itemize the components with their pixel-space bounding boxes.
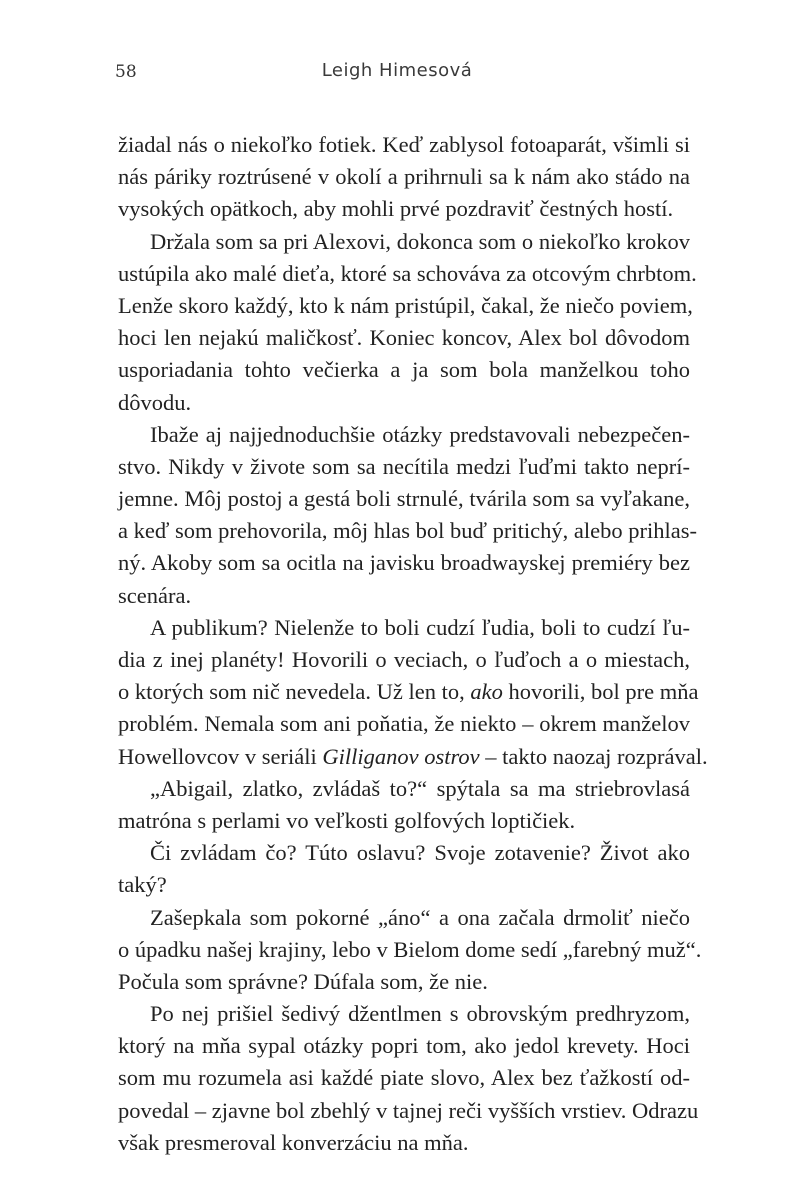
text-line: matróna s perlami vo veľkosti golfových loptičiek.: [118, 807, 576, 833]
text-line: ustúpila ako malé dieťa, ktoré sa schováva za otcovým chrbtom.: [118, 260, 697, 286]
text-line: jemne. Môj postoj a gestá boli strnulé, tvárila som sa vyľakane,: [118, 486, 690, 512]
text-line: „Abigail, zlatko, zvládaš to?“ spýtala sa ma striebrovlasá: [150, 775, 690, 801]
text-line: Počula som správne? Dúfala som, že nie.: [118, 968, 488, 994]
text-line: o úpadku našej krajiny, lebo v Bielom dome sedí „farebný muž“.: [118, 936, 702, 962]
text-line: scenára.: [118, 582, 192, 608]
text-line: nás páriky roztrúsené v okolí a prihrnuli sa k nám ako stádo na: [118, 164, 690, 190]
text-line: taký?: [118, 872, 167, 898]
running-head: Leigh Himesová: [321, 60, 473, 81]
text-line: a keď som prehovorila, môj hlas bol buď pritichý, alebo prihlas-: [118, 518, 697, 544]
text-line: dôvodu.: [118, 389, 192, 415]
text-line: A publikum? Nielenže to boli cudzí ľudia, boli to cudzí ľu-: [150, 614, 690, 640]
body-text: [118, 129, 708, 1159]
text-line: vysokých opätkoch, aby mohli prvé pozdraviť čestných hostí.: [118, 196, 674, 222]
text-line: dia z inej planéty! Hovorili o veciach, o ľuďoch a o miestach,: [118, 647, 690, 672]
text-line: o ktorých som nič nevedela. Už len to, ako hovorili, bol pre mňa: [118, 679, 699, 705]
page-number: 58: [115, 62, 137, 82]
text-line: povedal – zjavne bol zbehlý v tajnej reči vyšších vrstiev. Odrazu: [118, 1097, 699, 1123]
text-line: však presmeroval konverzáciu na mňa.: [118, 1129, 469, 1155]
text-line: žiadal nás o niekoľko fotiek. Keď zablysol fotoaparát, všimli si: [118, 132, 690, 157]
text-line: Ibaže aj najjednoduchšie otázky predstavovali nebezpečen-: [150, 421, 690, 447]
italic-word: ako: [470, 679, 503, 705]
text-line: ktorý na mňa sypal otázky popri tom, ako jedol krevety. Hoci: [118, 1033, 690, 1059]
text-line: Či zvládam čo? Túto oslavu? Svoje zotavenie? Život ako: [150, 840, 690, 866]
text-line: ný. Akoby som sa ocitla na javisku broadwayskej premiéry bez: [118, 550, 690, 576]
text-line: Zašepkala som pokorné „áno“ a ona začala drmoliť niečo: [150, 904, 690, 930]
text-line: usporiadania tohto večierka a ja som bola manželkou toho: [118, 357, 690, 383]
text-line: problém. Nemala som ani poňatia, že niekto – okrem manželov: [118, 711, 690, 737]
italic-title: Gilliganov ostrov: [322, 743, 480, 769]
text-line: Howellovcov v seriáli Gilliganov ostrov – takto naozaj rozprával.: [118, 743, 708, 769]
text-line: Lenže skoro každý, kto k nám pristúpil, čakal, že niečo poviem,: [118, 292, 693, 318]
text-line: Po nej prišiel šedivý džentlmen s obrovským predhryzom,: [150, 1001, 690, 1027]
text-line: Držala som sa pri Alexovi, dokonca som o niekoľko krokov: [150, 228, 690, 254]
text-line: som mu rozumela asi každé piate slovo, Alex bez ťažkostí od-: [118, 1065, 690, 1091]
text-line: hoci len nejakú maličkosť. Koniec koncov, Alex bol dôvodom: [118, 325, 690, 351]
text-line: stvo. Nikdy v živote som sa necítila medzi ľuďmi takto neprí-: [118, 453, 690, 479]
